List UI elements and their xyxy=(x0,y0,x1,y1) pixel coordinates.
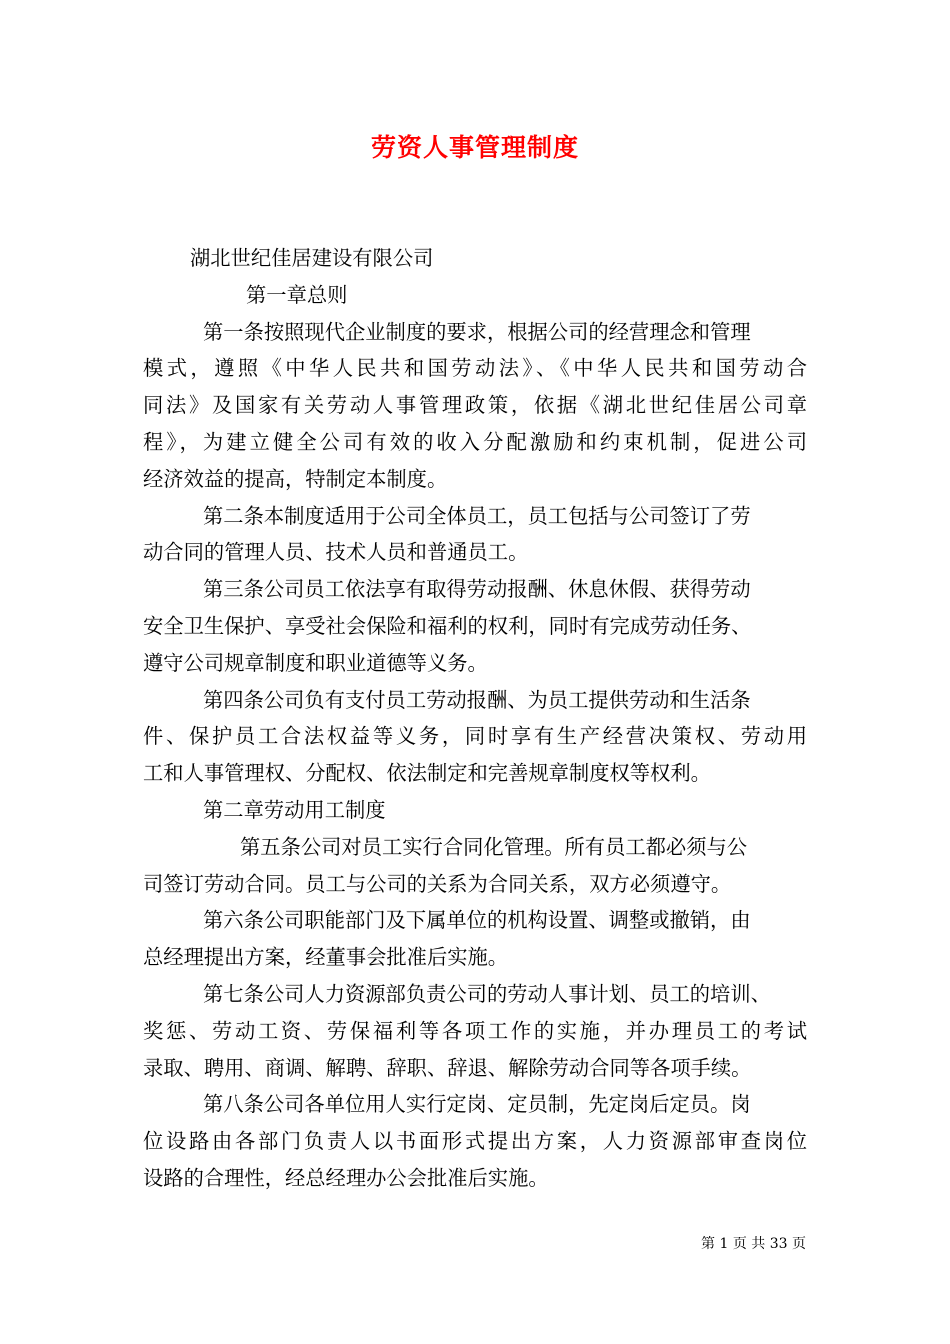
article-line: 模式，遵照《中华人民共和国劳动法》、《中华人民共和国劳动合 xyxy=(143,356,807,381)
article-line: 第六条公司职能部门及下属单位的机构设置、调整或撤销，由 xyxy=(203,908,751,933)
article-line: 第八条公司各单位用人实行定岗、定员制，先定岗后定员。岗 xyxy=(203,1092,751,1117)
article-8 xyxy=(143,1086,807,1196)
article-5 xyxy=(143,829,807,903)
article-line: 安全卫生保护、享受社会保险和福利的权利，同时有完成劳动任务、 xyxy=(143,613,752,638)
article-1 xyxy=(143,314,807,498)
article-line: 录取、聘用、商调、解聘、辞职、辞退、解除劳动合同等各项手续。 xyxy=(143,1055,752,1080)
page-number: 第 1 页 共 33 页 xyxy=(701,1236,806,1252)
company-name: 湖北世纪佳居建设有限公司 xyxy=(190,246,434,270)
article-line: 同法》及国家有关劳动人事管理政策，依据《湖北世纪佳居公司章 xyxy=(143,393,807,418)
article-line: 经济效益的提高，特制定本制度。 xyxy=(143,466,448,491)
document-body xyxy=(143,240,807,1197)
article-6 xyxy=(143,902,807,976)
article-line: 第五条公司对员工实行合同化管理。所有员工都必须与公 xyxy=(240,834,748,859)
article-line: 司签订劳动合同。员工与公司的关系为合同关系，双方必须遵守。 xyxy=(143,871,732,896)
article-line: 第三条公司员工依法享有取得劳动报酬、休息休假、获得劳动 xyxy=(203,577,751,602)
article-line: 设路的合理性，经总经理办公会批准后实施。 xyxy=(143,1165,549,1190)
article-line: 第七条公司人力资源部负责公司的劳动人事计划、员工的培训、 xyxy=(203,981,771,1006)
article-line: 遵守公司规章制度和职业道德等义务。 xyxy=(143,650,488,675)
article-3 xyxy=(143,571,807,681)
article-line: 第一条按照现代企业制度的要求，根据公司的经营理念和管理 xyxy=(203,319,751,344)
chapter-heading-1: 第一章总则 xyxy=(246,282,348,307)
article-line: 工和人事管理权、分配权、依法制定和完善规章制度权等权利。 xyxy=(143,761,711,786)
article-line: 奖惩、劳动工资、劳保福利等各项工作的实施，并办理员工的考试 xyxy=(143,1018,807,1043)
article-line: 位设路由各部门负责人以书面形式提出方案，人力资源部审查岗位 xyxy=(143,1129,807,1154)
document-title: 劳资人事管理制度 xyxy=(370,133,579,162)
article-2 xyxy=(143,498,807,572)
article-4 xyxy=(143,682,807,792)
article-line: 动合同的管理人员、技术人员和普通员工。 xyxy=(143,540,529,565)
article-line: 第四条公司负有支付员工劳动报酬、为员工提供劳动和生活条 xyxy=(203,687,751,712)
article-line: 程》，为建立健全公司有效的收入分配激励和约束机制，促进公司 xyxy=(143,429,807,454)
article-line: 总经理提出方案，经董事会批准后实施。 xyxy=(143,945,509,970)
article-line: 件、保护员工合法权益等义务，同时享有生产经营决策权、劳动用 xyxy=(143,724,807,749)
article-7 xyxy=(143,976,807,1086)
article-line: 第二条本制度适用于公司全体员工，员工包括与公司签订了劳 xyxy=(203,503,751,528)
chapter-heading-2: 第二章劳动用工制度 xyxy=(203,797,386,822)
